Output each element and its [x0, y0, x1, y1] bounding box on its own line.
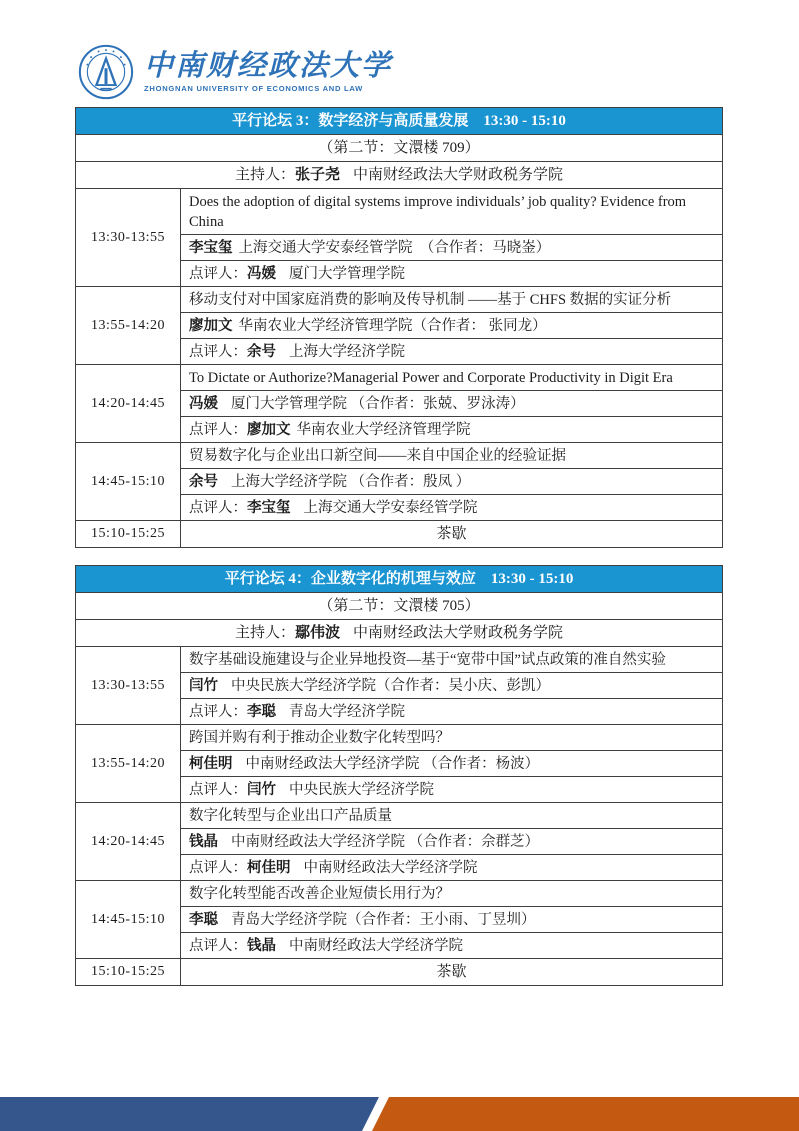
discussant-line: [181, 776, 722, 802]
presenter-line: [181, 390, 722, 416]
tea-break-time: 15:10-15:25: [76, 959, 181, 985]
session-time: 13:30-13:55: [76, 647, 181, 724]
discussant-info: 上海交通大学安泰经管学院: [303, 499, 478, 516]
discussant-prefix: 点评人：: [189, 703, 247, 720]
presenter-line: [181, 468, 722, 494]
session-time: 13:55-14:20: [76, 287, 181, 364]
university-logo: [78, 44, 392, 100]
tea-break-time: 15:10-15:25: [76, 521, 181, 547]
presenter-name: 钱晶: [189, 833, 218, 850]
presenter-name: 闫竹: [189, 677, 218, 694]
discussant-prefix: 点评人：: [189, 859, 247, 876]
tea-break-row: [76, 958, 722, 985]
university-name-cn: 中南财经政法大学: [144, 50, 393, 82]
program-tables: [75, 107, 723, 986]
discussant-info: 中南财经政法大学经济学院: [289, 937, 463, 954]
forum-3-table: [75, 107, 723, 548]
tea-break-label: 茶歇: [436, 526, 467, 542]
discussant-prefix: 点评人：: [189, 937, 247, 954]
discussant-line: [181, 494, 722, 520]
presenter-info: 中央民族大学经济学院（合作者：吴小庆、彭凯）: [231, 677, 550, 694]
host-prefix: 主持人：: [234, 167, 295, 183]
session-time: 14:20-14:45: [76, 365, 181, 442]
paper-title: 移动支付对中国家庭消费的影响及传导机制 ——基于 CHFS 数据的实证分析: [189, 291, 672, 308]
presenter-info: 青岛大学经济学院（合作者：王小雨、丁昱圳）: [231, 911, 536, 928]
session-row: [76, 442, 722, 520]
session-time: 14:20-14:45: [76, 803, 181, 880]
discussant-name: 钱晶: [247, 937, 276, 954]
session-row: [76, 188, 722, 286]
discussant-line: [181, 932, 722, 958]
paper-title: 贸易数字化与企业出口新空间——来自中国企业的经验证据: [189, 447, 566, 464]
forum-4-host: [76, 619, 722, 646]
presenter-info: 中南财经政法大学经济学院 （合作者：杨波）: [245, 755, 540, 772]
paper-title: 数字化转型与企业出口产品质量: [189, 807, 392, 824]
session-row: [76, 802, 722, 880]
tea-break-label: 茶歇: [436, 964, 467, 980]
forum-4-table: [75, 565, 723, 986]
discussant-info: 青岛大学经济学院: [289, 703, 405, 720]
session-row: [76, 286, 722, 364]
host-prefix: 主持人：: [234, 625, 295, 641]
session-row: [76, 364, 722, 442]
paper-title: 数字化转型能否改善企业短债长用行为？: [189, 885, 450, 902]
discussant-line: [181, 698, 722, 724]
tea-break-row: [76, 520, 722, 547]
discussant-prefix: 点评人：: [189, 265, 247, 282]
presenter-info: 上海大学经济学院 （合作者：殷凤 ）: [231, 473, 471, 490]
session-time: 13:55-14:20: [76, 725, 181, 802]
university-name-en: ZHONGNAN UNIVERSITY OF ECONOMICS AND LAW: [144, 84, 364, 93]
discussant-info: 华南农业大学经济管理学院: [296, 421, 471, 438]
discussant-info: 上海大学经济学院: [289, 343, 405, 360]
discussant-prefix: 点评人：: [189, 343, 247, 360]
presenter-name: 李聪: [189, 911, 218, 928]
university-seal-icon: [78, 44, 134, 100]
discussant-name: 廖加文: [247, 421, 291, 438]
discussant-prefix: 点评人：: [189, 499, 247, 516]
host-affiliation: 中南财经政法大学财政税务学院: [353, 625, 564, 641]
presenter-info: 上海交通大学安泰经管学院 （合作者：马晓崟）: [238, 239, 551, 256]
forum-4-venue: （第二节：文澴楼 705）: [76, 592, 722, 619]
session-row: [76, 724, 722, 802]
discussant-prefix: 点评人：: [189, 781, 247, 798]
presenter-name: 李宝玺: [189, 239, 233, 256]
discussant-info: 厦门大学管理学院: [289, 265, 405, 282]
presenter-line: [181, 750, 722, 776]
presenter-line: [181, 312, 722, 338]
presenter-name: 柯佳明: [189, 755, 233, 772]
discussant-prefix: 点评人：: [189, 421, 247, 438]
session-time: 14:45-15:10: [76, 443, 181, 520]
presenter-info: 华南农业大学经济管理学院（合作者： 张同龙）: [238, 317, 547, 334]
host-name: 鄢伟波: [294, 625, 340, 641]
footer-band: [0, 1097, 799, 1131]
paper-title: Does the adoption of digital systems improve individuals’ job quality? Evidence from China: [189, 193, 687, 230]
presenter-name: 冯媛: [189, 395, 218, 412]
forum-3-title-bar: 平行论坛 3：数字经济与高质量发展 13:30 - 15:10: [76, 108, 722, 134]
discussant-line: [181, 416, 722, 442]
discussant-name: 余号: [247, 343, 276, 360]
discussant-name: 冯媛: [247, 265, 276, 282]
discussant-name: 闫竹: [247, 781, 276, 798]
paper-title: 跨国并购有利于推动企业数字化转型吗？: [189, 729, 450, 746]
presenter-name: 廖加文: [189, 317, 233, 334]
presenter-line: [181, 672, 722, 698]
discussant-name: 柯佳明: [247, 859, 291, 876]
forum-4-title-bar: 平行论坛 4：企业数字化的机理与效应 13:30 - 15:10: [76, 566, 722, 592]
forum-3-host: [76, 161, 722, 188]
discussant-line: [181, 854, 722, 880]
paper-title: 数字基础设施建设与企业异地投资—基于“宽带中国”试点政策的准自然实验: [189, 651, 666, 668]
session-time: 13:30-13:55: [76, 189, 181, 286]
paper-title: To Dictate or Authorize?Managerial Power and Corporate Productivity in Digit Era: [189, 369, 673, 386]
host-name: 张子尧: [294, 167, 340, 183]
session-time: 14:45-15:10: [76, 881, 181, 958]
discussant-name: 李宝玺: [247, 499, 291, 516]
host-affiliation: 中南财经政法大学财政税务学院: [353, 167, 564, 183]
presenter-line: [181, 906, 722, 932]
presenter-info: 中南财经政法大学经济学院 （合作者：佘群芝）: [231, 833, 540, 850]
discussant-info: 中南财经政法大学经济学院: [303, 859, 478, 876]
presenter-info: 厦门大学管理学院 （合作者：张兢、罗泳涛）: [231, 395, 525, 412]
discussant-info: 中央民族大学经济学院: [289, 781, 434, 798]
discussant-line: [181, 338, 722, 364]
discussant-line: [181, 260, 722, 286]
presenter-line: [181, 828, 722, 854]
university-name-block: [144, 51, 392, 93]
presenter-name: 余号: [189, 473, 218, 490]
forum-3-venue: （第二节：文澴楼 709）: [76, 134, 722, 161]
session-row: [76, 646, 722, 724]
discussant-name: 李聪: [247, 703, 276, 720]
presenter-line: [181, 234, 722, 260]
session-row: [76, 880, 722, 958]
